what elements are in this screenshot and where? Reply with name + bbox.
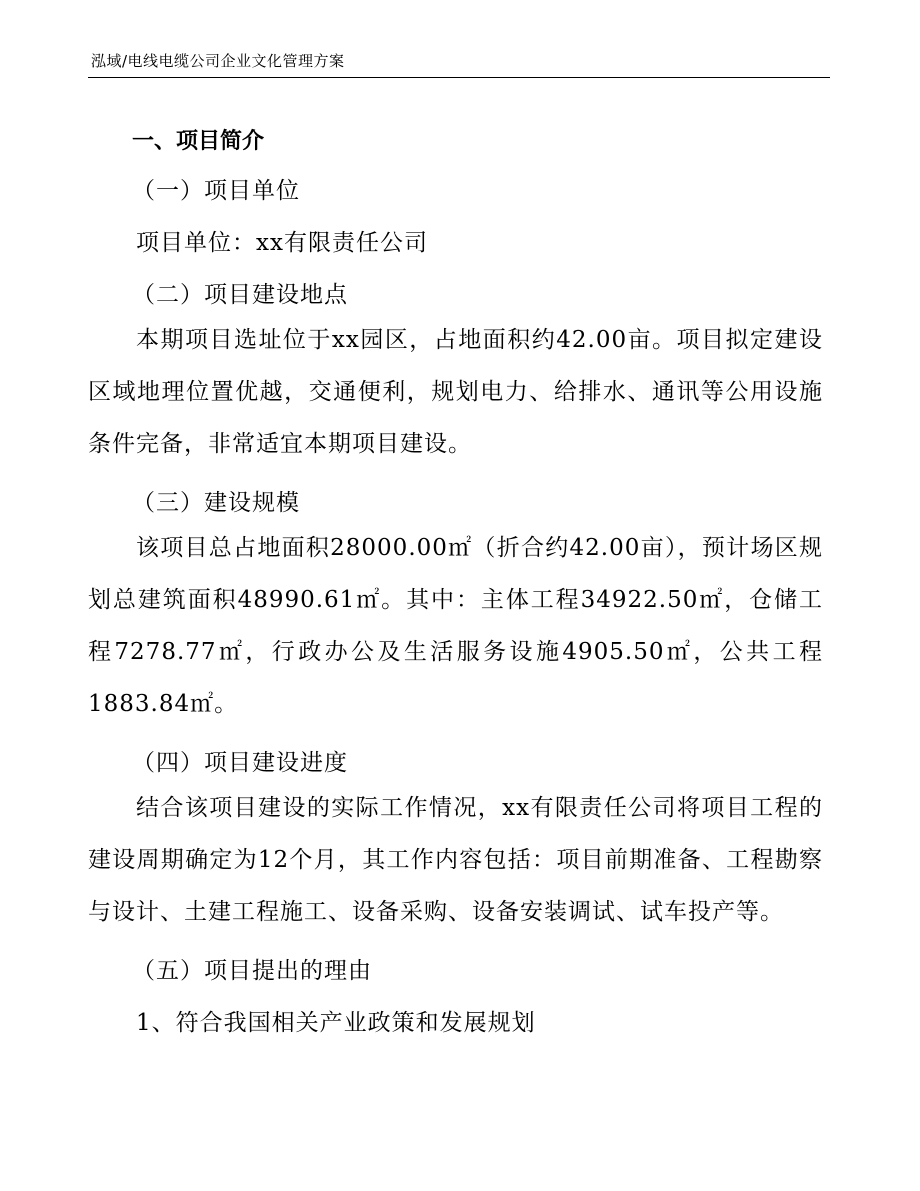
section-heading: 一、项目简介 xyxy=(132,129,265,154)
document-header: 泓域/电线电缆公司企业文化管理方案 xyxy=(91,52,345,70)
subheading-project-unit: （一）项目单位 xyxy=(132,178,300,204)
scale-paragraph: 该项目总占地面积28000.00㎡（折合约42.00亩），预计场区规划总建筑面积48990.61㎡。其中：主体工程34922.50㎡，仓储工程7278.77㎡，行政办公及生活服务设施4905.50㎡，公共工程1883.84㎡。 xyxy=(88,535,823,717)
project-unit-line: 项目单位：xx有限责任公司 xyxy=(136,230,428,256)
location-paragraph: 本期项目选址位于xx园区，占地面积约42.00亩。项目拟定建设区域地理位置优越，交通便利，规划电力、给排水、通讯等公用设施条件完备，非常适宜本期项目建设。 xyxy=(88,327,823,457)
subheading-progress: （四）项目建设进度 xyxy=(132,750,348,776)
progress-paragraph: 结合该项目建设的实际工作情况，xx有限责任公司将项目工程的建设周期确定为12个月，其工作内容包括：项目前期准备、工程勘察与设计、土建工程施工、设备采购、设备安装调试、试车投产等。 xyxy=(88,795,823,925)
subheading-scale: （三）建设规模 xyxy=(132,490,300,516)
reason-item-1: 1、符合我国相关产业政策和发展规划 xyxy=(136,1010,536,1036)
subheading-location: （二）项目建设地点 xyxy=(132,282,348,308)
subheading-reasons: （五）项目提出的理由 xyxy=(132,958,372,984)
header-divider xyxy=(88,77,830,78)
